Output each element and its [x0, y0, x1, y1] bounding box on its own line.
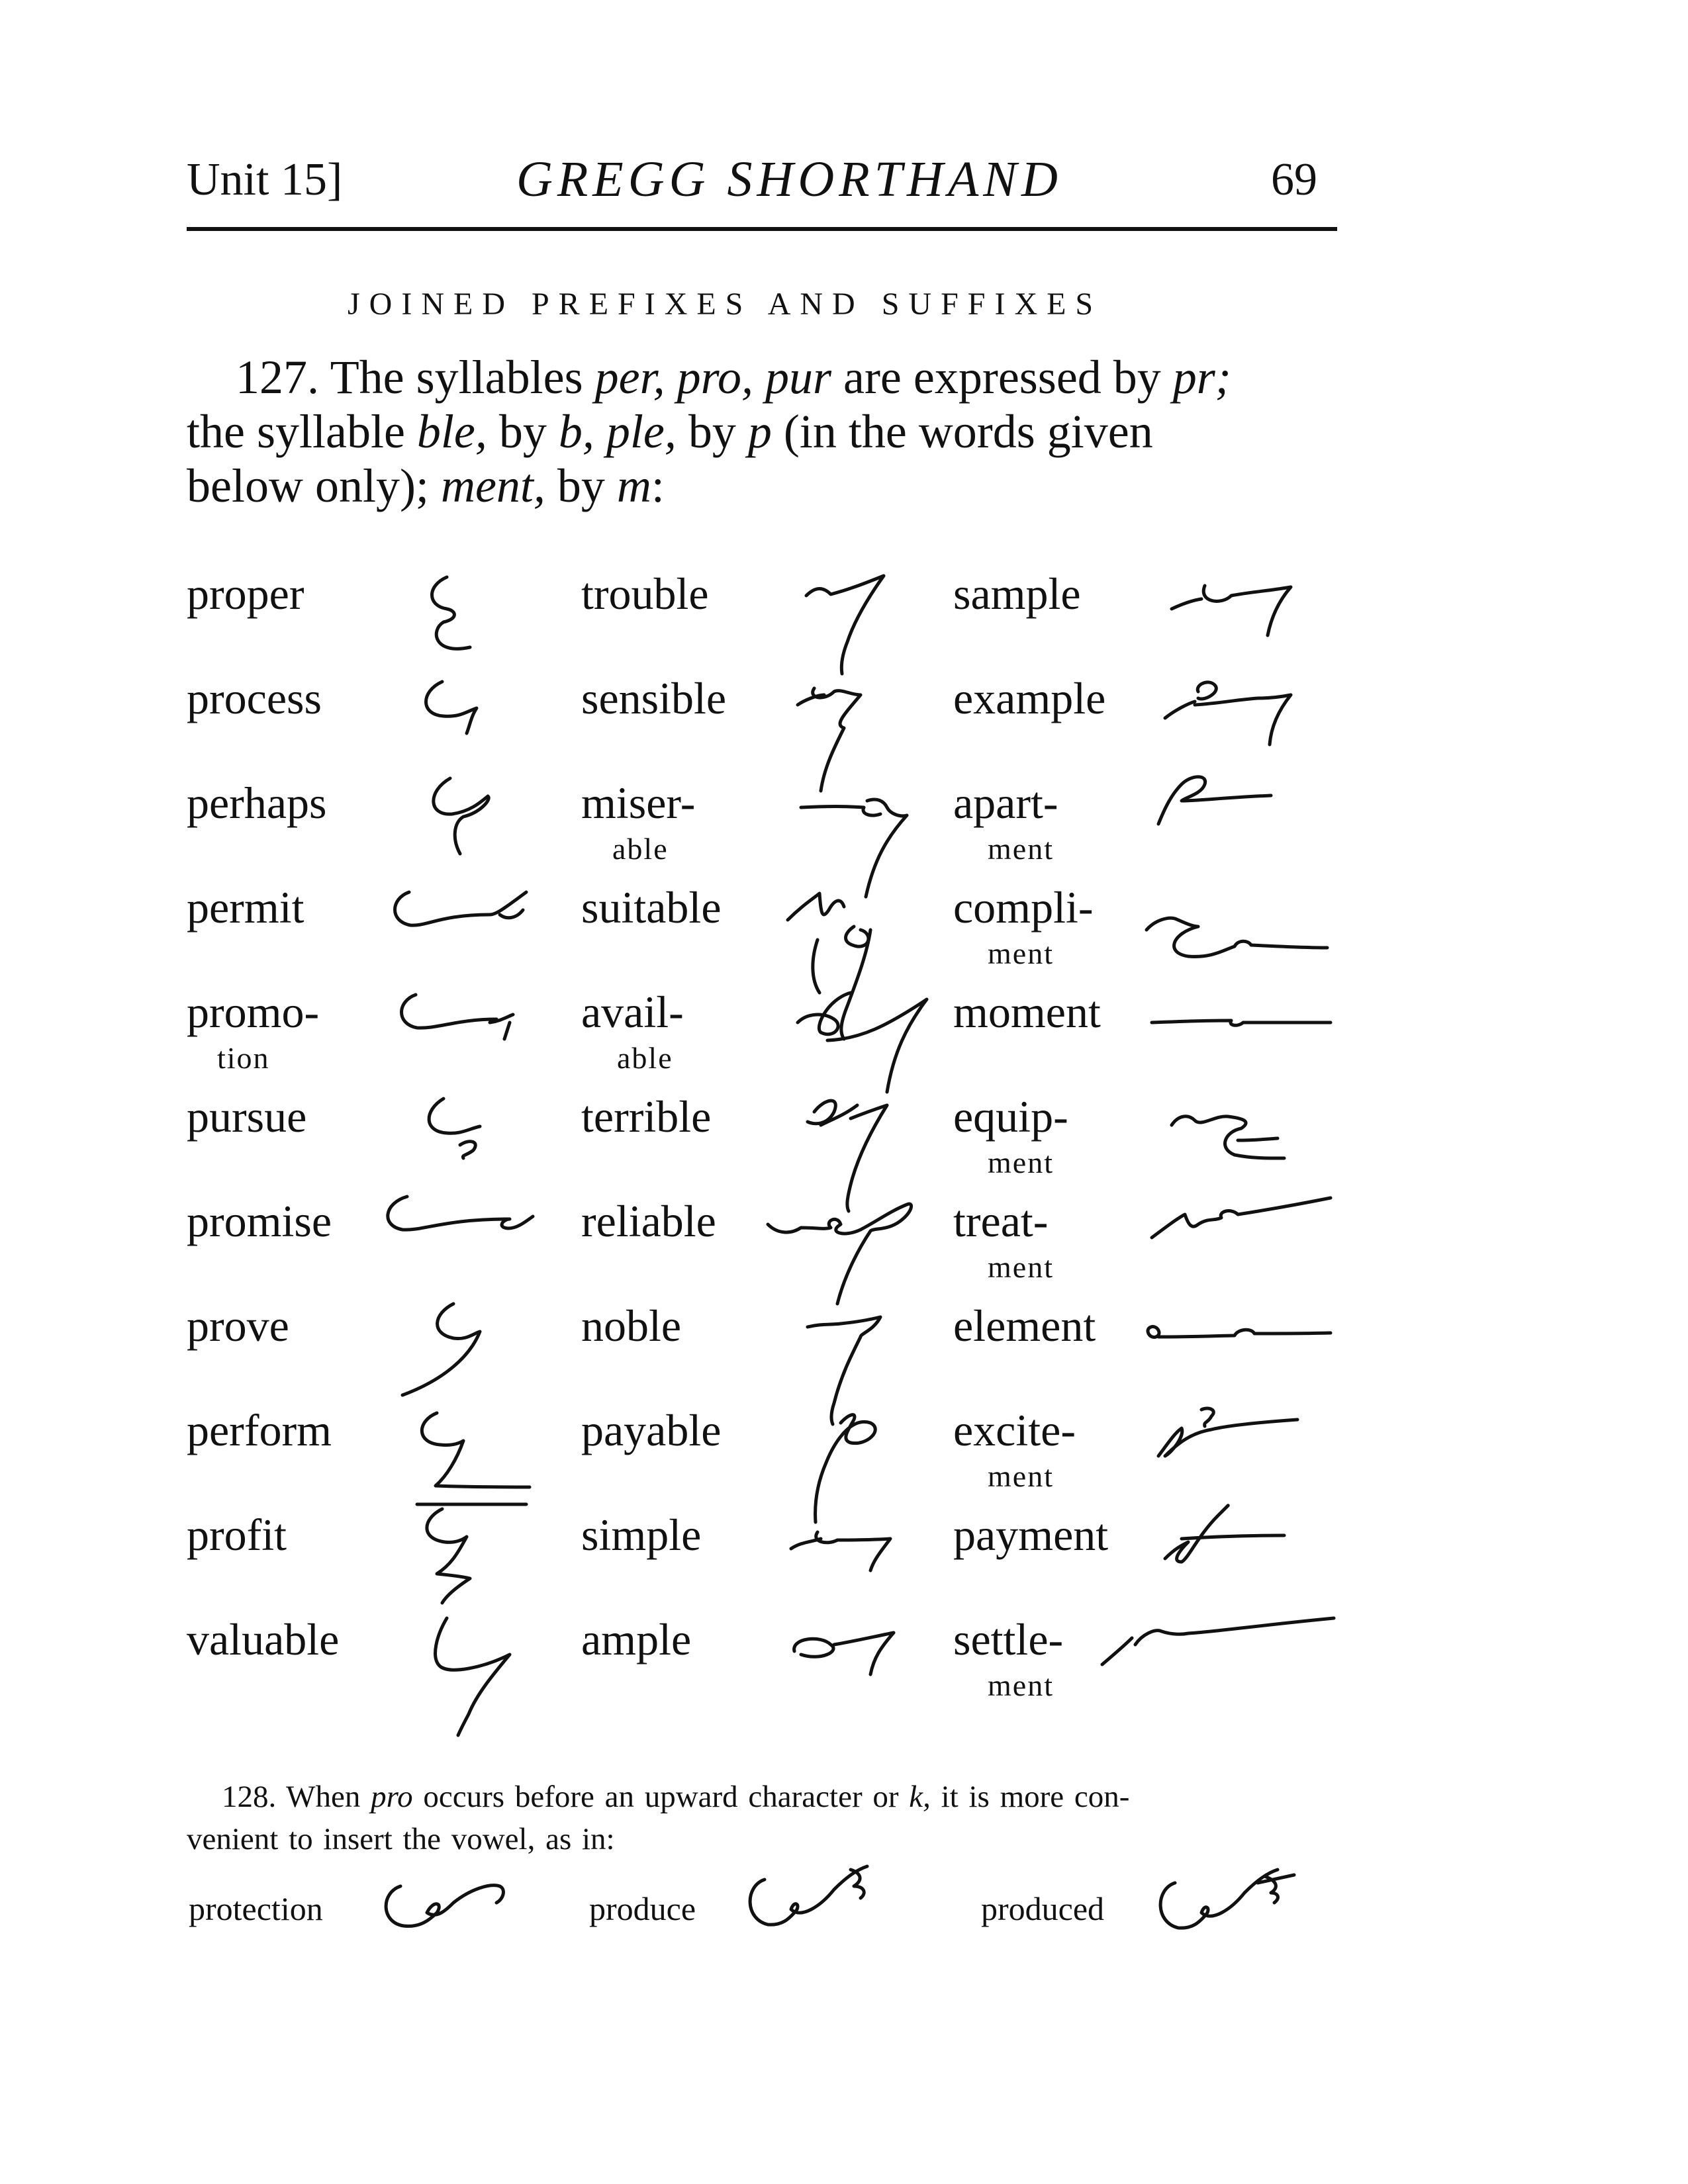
excitement-outline-icon [1145, 1396, 1311, 1489]
word-equipment-continuation: ment [988, 1146, 1054, 1179]
produced-outline-icon [1145, 1856, 1317, 1949]
treatment-outline-icon [1145, 1185, 1337, 1257]
word-permit: permit [187, 882, 305, 933]
word-ample: ample [581, 1614, 692, 1664]
promise-outline-icon [371, 1191, 543, 1244]
para127-line-2: the syllable ble, by b, ple, by p (in the words given [187, 405, 1153, 458]
word-terrible: terrible [581, 1091, 712, 1142]
compliment-outline-icon [1139, 907, 1337, 973]
word-noble: noble [581, 1300, 682, 1351]
word-sensible: sensible [581, 673, 727, 723]
word-available: avail- [581, 987, 684, 1037]
para127-line-1: 127. The syllables per, pro, pur are expressed by pr; [236, 351, 1231, 404]
word-apartment: apart- [953, 778, 1058, 828]
para128-line-1: 128. When pro occurs before an upward character or k, it is more con- [222, 1780, 1130, 1814]
reliable-outline-icon [761, 1191, 953, 1317]
header-rule [187, 227, 1337, 231]
proper-outline-icon [417, 569, 510, 668]
word-moment: moment [953, 987, 1101, 1037]
word-excitement-continuation: ment [988, 1459, 1054, 1493]
word-compliment: compli- [953, 882, 1094, 933]
running-title: GREGG SHORTHAND [516, 152, 1062, 207]
word-treatment: treat- [953, 1196, 1049, 1246]
para128-number: 128. [222, 1780, 277, 1814]
perhaps-outline-icon [414, 773, 513, 866]
word-miserable-continuation: able [612, 832, 669, 866]
equipment-outline-icon [1165, 1102, 1297, 1175]
settlement-outline-icon [1092, 1602, 1344, 1681]
unit-label: Unit 15] [187, 154, 343, 205]
sample-outline-icon [1165, 572, 1317, 645]
word-promotion-continuation: tion [217, 1041, 270, 1075]
word-pursue: pursue [187, 1091, 307, 1142]
word-miserable: miser- [581, 778, 696, 828]
word-example: example [953, 673, 1106, 723]
moment-outline-icon [1145, 999, 1337, 1039]
process-outline-icon [410, 675, 496, 741]
pursue-outline-icon [414, 1092, 500, 1171]
word-proper: proper [187, 569, 305, 619]
word-payment: payment [953, 1510, 1109, 1560]
valuable-outline-icon [410, 1608, 536, 1741]
word-treatment-continuation: ment [988, 1250, 1054, 1284]
word-perform: perform [187, 1405, 332, 1455]
example-word-produce: produce [589, 1890, 696, 1927]
word-process: process [187, 673, 322, 723]
word-excitement: excite- [953, 1405, 1076, 1455]
para127-number: 127. [236, 351, 319, 404]
produce-outline-icon [735, 1853, 887, 1946]
word-trouble: trouble [581, 569, 709, 619]
payment-outline-icon [1152, 1496, 1297, 1575]
word-sample: sample [953, 569, 1081, 619]
word-reliable: reliable [581, 1196, 716, 1246]
para127-line-3: below only); ment, by m: [187, 459, 665, 512]
apartment-outline-icon [1145, 768, 1291, 841]
section-heading: JOINED PREFIXES AND SUFFIXES [348, 287, 1103, 322]
word-simple: simple [581, 1510, 702, 1560]
promotion-outline-icon [391, 989, 536, 1049]
word-compliment-continuation: ment [988, 936, 1054, 970]
permit-outline-icon [384, 887, 543, 940]
word-payable: payable [581, 1405, 722, 1455]
word-promotion: promo- [187, 987, 320, 1037]
word-suitable: suitable [581, 882, 722, 933]
word-apartment-continuation: ment [988, 832, 1054, 866]
simple-outline-icon [781, 1512, 914, 1578]
word-profit: profit [187, 1510, 287, 1560]
word-settlement: settle- [953, 1614, 1064, 1664]
word-perhaps: perhaps [187, 778, 327, 828]
protection-outline-icon [371, 1870, 523, 1942]
word-promise: promise [187, 1196, 332, 1246]
word-valuable: valuable [187, 1614, 340, 1664]
prove-outline-icon [391, 1297, 523, 1410]
example-word-produced: produced [981, 1890, 1105, 1927]
example-word-protection: protection [189, 1890, 323, 1927]
example-outline-icon [1158, 672, 1317, 751]
ample-outline-icon [781, 1618, 914, 1684]
para128-line-2: venient to insert the vowel, as in: [187, 1822, 615, 1856]
word-settlement-continuation: ment [988, 1668, 1054, 1702]
profit-outline-icon [404, 1502, 503, 1615]
trouble-outline-icon [794, 569, 894, 682]
word-equipment: equip- [953, 1091, 1068, 1142]
word-element: element [953, 1300, 1096, 1351]
word-prove: prove [187, 1300, 289, 1351]
element-outline-icon [1139, 1304, 1337, 1357]
page-number: 69 [1271, 154, 1317, 205]
word-available-continuation: able [617, 1041, 673, 1075]
